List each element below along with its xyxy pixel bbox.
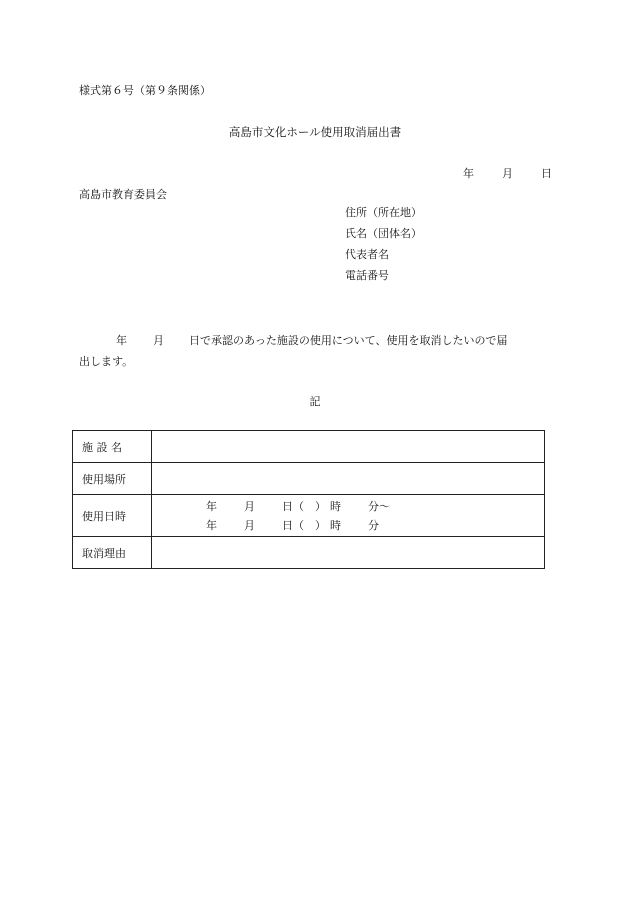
date-day: 日 <box>541 167 552 180</box>
facility-name-label: 施 設 名 <box>73 431 152 463</box>
ki-heading: 記 <box>309 395 321 408</box>
cancel-reason-label: 取消理由 <box>73 537 152 569</box>
start-hour: 時 <box>330 499 341 513</box>
datetime-end-line <box>152 516 544 535</box>
body-paragraph <box>79 330 549 372</box>
start-year: 年 <box>206 499 217 513</box>
start-day: 日（ ） <box>282 499 326 513</box>
usage-place-label: 使用場所 <box>73 463 152 495</box>
date-year: 年 <box>463 167 474 180</box>
end-hour: 時 <box>330 518 341 532</box>
usage-datetime-label: 使用日時 <box>73 495 152 537</box>
body-text-line1: 日で承認のあった施設の使用について、使用を取消したいので届 <box>189 334 508 347</box>
applicant-block <box>345 206 422 290</box>
date-line <box>463 165 552 181</box>
document-title: 高島市文化ホール使用取消届出書 <box>228 125 402 139</box>
form-number: 様式第６号（第９条関係） <box>79 84 211 97</box>
end-month: 月 <box>244 518 255 532</box>
applicant-name-label: 氏名（団体名） <box>345 227 422 240</box>
applicant-representative-label: 代表者名 <box>345 248 389 261</box>
start-month: 月 <box>244 499 255 513</box>
datetime-start-line <box>152 497 544 516</box>
end-year: 年 <box>206 518 217 532</box>
usage-place-field[interactable] <box>152 463 545 495</box>
table-row <box>73 463 545 495</box>
body-month: 月 <box>153 334 164 347</box>
facility-name-field[interactable] <box>152 431 545 463</box>
applicant-address-label: 住所（所在地） <box>345 206 422 219</box>
date-month: 月 <box>502 167 513 180</box>
table-row <box>73 431 545 463</box>
usage-datetime-field[interactable] <box>152 495 545 537</box>
cancel-reason-field[interactable] <box>152 537 545 569</box>
recipient: 高島市教育委員会 <box>79 188 167 201</box>
applicant-phone-label: 電話番号 <box>345 269 389 282</box>
end-minute: 分 <box>368 518 379 532</box>
start-minute: 分～ <box>368 499 390 513</box>
end-day: 日（ ） <box>282 518 326 532</box>
table-row <box>73 537 545 569</box>
body-text-line2: 出します。 <box>79 355 134 368</box>
detail-table <box>72 430 545 569</box>
body-year: 年 <box>116 334 127 347</box>
table-row <box>73 495 545 537</box>
